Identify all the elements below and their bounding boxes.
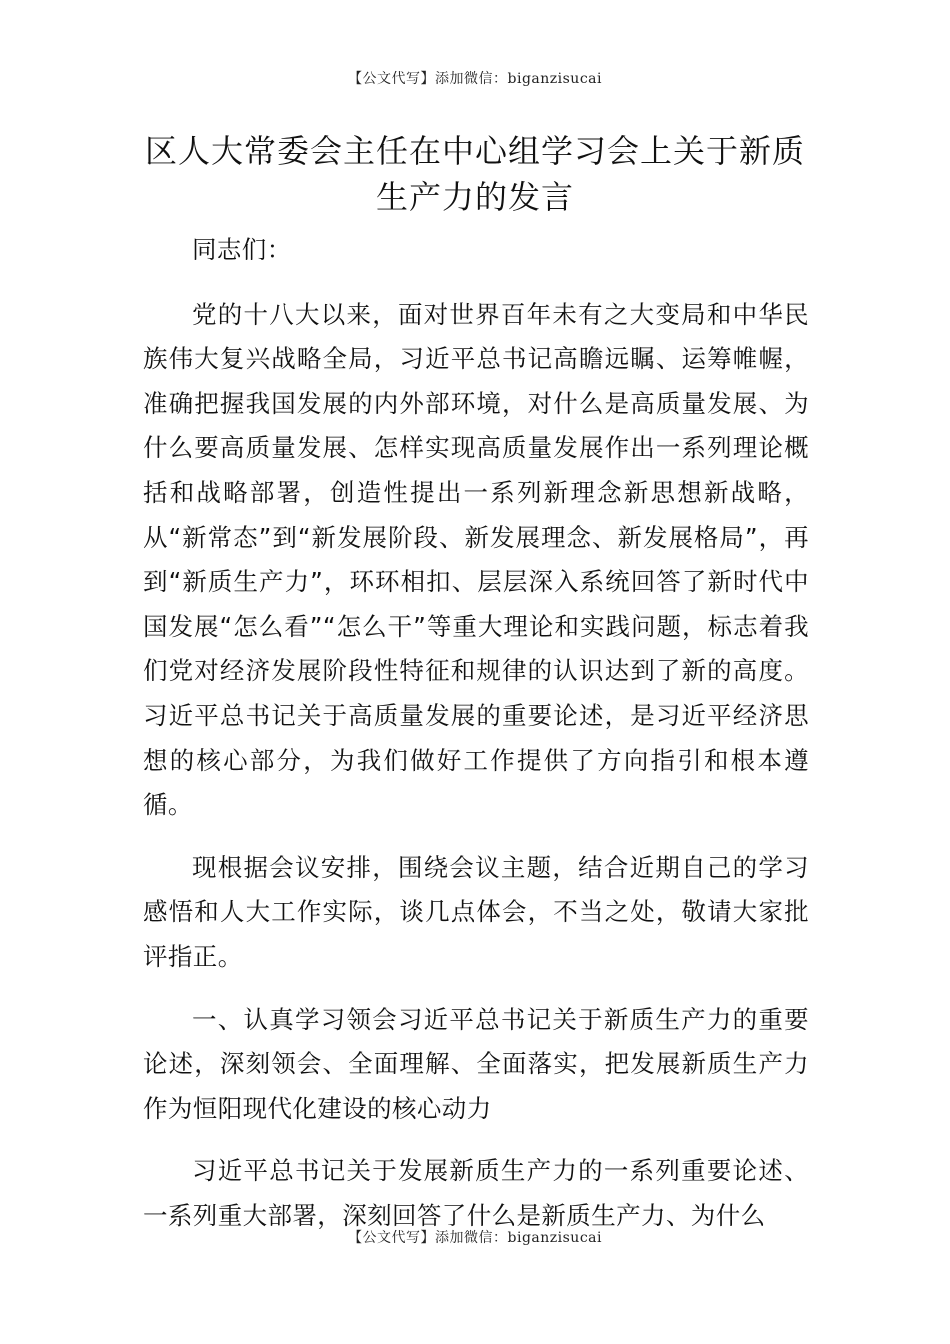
- document-title: 区人大常委会主任在中心组学习会上关于新质生产力的发言: [145, 132, 806, 216]
- document-body: [143, 228, 809, 1238]
- paragraph-2: 现根据会议安排，围绕会议主题，结合近期自己的学习感悟和人大工作实际，谈几点体会，不当之处，敬请大家批评指正。: [143, 852, 809, 971]
- header-note: 【公文代写】添加微信：biganzisucai: [348, 71, 602, 87]
- paragraph-3: 习近平总书记关于发展新质生产力的一系列重要论述、一系列重大部署，深刻回答了什么是新质生产力、为什么: [143, 1156, 809, 1230]
- paragraph-1: 党的十八大以来，面对世界百年未有之大变局和中华民族伟大复兴战略全局，习近平总书记高瞻远瞩、运筹帷幄，准确把握我国发展的内外部环境，对什么是高质量发展、为什么要高质量发展、怎样实现高质量发展作出一系列理论概括和战略部署，创造性提出一系列新理念新思想新战略，从“新常态”到“新发展阶段、新发展理念、新发展格局”，再到“新质生产力”，环环相扣、层层深入系统回答了新时代中国发展“怎么看”“怎么干”等重大理论和实践问题，标志着我们党对经济发展阶段性特征和规律的认识达到了新的高度。习近平总书记关于高质量发展的重要论述，是习近平经济思想的核心部分，为我们做好工作提供了方向指引和根本遵循。: [143, 299, 809, 820]
- footer-note: 【公文代写】添加微信：biganzisucai: [348, 1230, 602, 1246]
- section-heading-1: 一、认真学习领会习近平总书记关于新质生产力的重要论述，深刻领会、全面理解、全面落实，把发展新质生产力作为恒阳现代化建设的核心动力: [143, 1004, 809, 1123]
- salutation: 同志们：: [192, 235, 292, 264]
